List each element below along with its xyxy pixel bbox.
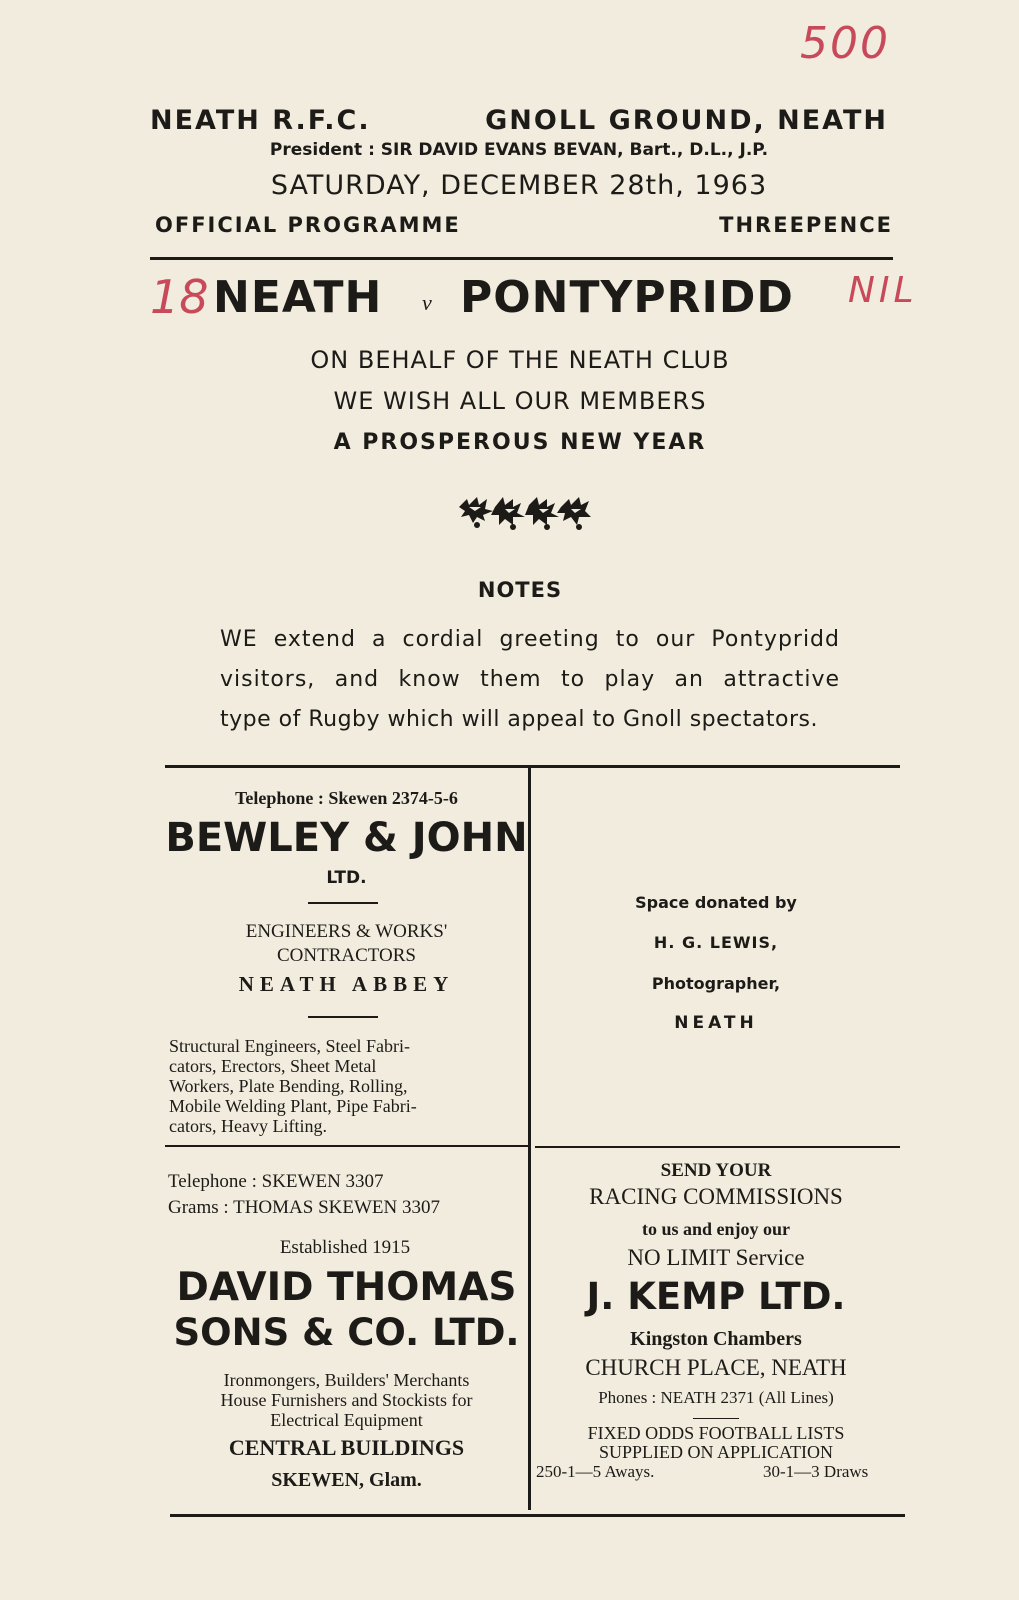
bewley-company-name: BEWLEY & JOHN <box>165 815 528 861</box>
greeting-line-2: WE WISH ALL OUR MEMBERS <box>333 387 707 415</box>
official-programme-label: OFFICIAL PROGRAMME <box>155 213 461 237</box>
president-line: President : SIR DAVID EVANS BEVAN, Bart., D.L., J.P. <box>269 140 769 160</box>
notes-line-3: type of Rugby which will appeal to Gnoll spectators. <box>220 707 818 732</box>
handwritten-away-score: NIL <box>848 270 918 311</box>
bewley-desc-line-2: cators, Erectors, Sheet Metal <box>169 1056 377 1076</box>
home-team: NEATH <box>213 272 383 323</box>
kemp-odds-1: FIXED ODDS FOOTBALL LISTS <box>587 1423 845 1443</box>
kemp-company-name: J. KEMP LTD. <box>586 1275 846 1318</box>
bewley-divider-1 <box>308 902 378 904</box>
kemp-address-2: CHURCH PLACE, NEATH <box>585 1355 847 1380</box>
thomas-grams: Grams : THOMAS SKEWEN 3307 <box>168 1197 440 1218</box>
lewis-line-4: NEATH <box>674 1013 758 1033</box>
bewley-desc-line-4: Mobile Welding Plant, Pipe Fabri- <box>169 1096 417 1116</box>
handwritten-number: 500 <box>800 18 890 69</box>
lewis-line-3: Photographer, <box>651 974 781 993</box>
programme-price: THREEPENCE <box>719 213 893 237</box>
thomas-address-1: CENTRAL BUILDINGS <box>228 1435 465 1460</box>
bewley-desc-line-3: Workers, Plate Bending, Rolling, <box>169 1076 408 1096</box>
kemp-phones: Phones : NEATH 2371 (All Lines) <box>598 1388 834 1407</box>
kemp-odds-2: SUPPLIED ON APPLICATION <box>598 1442 834 1462</box>
thomas-established: Established 1915 <box>279 1237 411 1258</box>
thomas-address-2: SKEWEN, Glam. <box>271 1469 422 1491</box>
match-date: SATURDAY, DECEMBER 28th, 1963 <box>270 170 768 201</box>
kemp-odds-aways: 250-1—5 Aways. <box>536 1462 655 1481</box>
bewley-desc-line-5: cators, Heavy Lifting. <box>169 1116 327 1136</box>
greeting-line-3: A PROSPEROUS NEW YEAR <box>333 430 707 455</box>
header-divider <box>150 257 893 260</box>
kemp-odds-draws: 30-1—3 Draws <box>763 1462 869 1481</box>
notes-line-1: WE extend a cordial greeting to our Pontypridd <box>220 627 840 652</box>
notes-line-2: visitors, and know them to play an attractive <box>220 667 840 692</box>
greeting-line-1: ON BEHALF OF THE NEATH CLUB <box>310 346 730 374</box>
thomas-desc-line-2: House Furnishers and Stockists for <box>220 1390 473 1410</box>
bewley-telephone: Telephone : Skewen 2374-5-6 <box>235 788 458 808</box>
bewley-role-1: ENGINEERS & WORKS' <box>245 921 448 942</box>
bewley-place: NEATH ABBEY <box>238 972 455 996</box>
kemp-line-3: to us and enjoy our <box>641 1219 791 1239</box>
bewley-desc-line-1: Structural Engineers, Steel Fabri- <box>169 1036 410 1056</box>
thomas-telephone: Telephone : SKEWEN 3307 <box>168 1171 384 1192</box>
bewley-role-2: CONTRACTORS <box>276 945 416 966</box>
ground-name: GNOLL GROUND, NEATH <box>485 105 888 136</box>
away-team: PONTYPRIDD <box>460 272 794 323</box>
bewley-description <box>169 1036 519 1136</box>
kemp-line-1: SEND YOUR <box>660 1160 772 1181</box>
bewley-ltd: LTD. <box>326 868 367 888</box>
advert-bewley-john <box>165 768 528 1145</box>
thomas-desc-line-1: Ironmongers, Builders' Merchants <box>223 1370 470 1390</box>
kemp-line-2: RACING COMMISSIONS <box>589 1184 843 1209</box>
thomas-name-line-2: SONS & CO. LTD. <box>173 1311 520 1354</box>
lewis-line-1: Space donated by <box>635 893 797 912</box>
kemp-address-1: Kingston Chambers <box>630 1328 802 1350</box>
notes-title: NOTES <box>477 578 563 602</box>
kemp-line-4: NO LIMIT Service <box>627 1245 805 1270</box>
thomas-desc-line-3: Electrical Equipment <box>270 1410 423 1430</box>
adverts-bottom-rule <box>170 1514 905 1517</box>
thomas-description <box>165 1370 528 1430</box>
handwritten-home-score: 18 <box>150 270 209 324</box>
bewley-divider-2 <box>308 1016 378 1018</box>
advert-hg-lewis <box>531 768 901 1145</box>
advert-david-thomas <box>165 1147 528 1514</box>
versus-label: v <box>422 290 432 315</box>
thomas-name-line-1: DAVID THOMAS <box>176 1265 517 1310</box>
kemp-divider <box>693 1418 739 1419</box>
advert-j-kemp <box>531 1148 901 1514</box>
lewis-line-2: H. G. LEWIS, <box>653 933 779 952</box>
club-name: NEATH R.F.C. <box>150 105 371 136</box>
holly-ornament-icon <box>455 487 595 531</box>
